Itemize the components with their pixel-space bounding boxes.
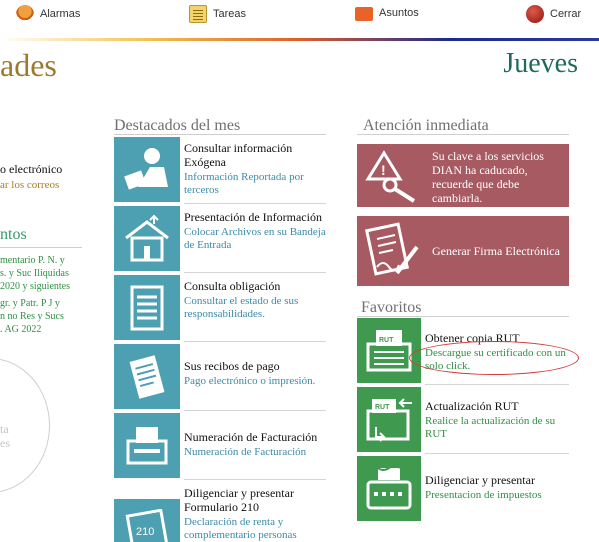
receipt-icon bbox=[114, 344, 180, 409]
alarms-label: Alarmas bbox=[40, 8, 81, 20]
favorite-item-diligenciar[interactable] bbox=[357, 456, 569, 521]
warning-key-icon bbox=[357, 144, 429, 207]
featured-item-title: Consultar información Exógena bbox=[184, 141, 293, 169]
email-link[interactable]: ar los correos bbox=[0, 179, 60, 191]
featured-item-title: Numeración de Facturación bbox=[184, 430, 318, 444]
featured-item-title: Sus recibos de pago bbox=[184, 359, 280, 373]
bell-icon bbox=[16, 5, 34, 23]
featured-item-subtitle[interactable]: Numeración de Facturación bbox=[184, 446, 307, 458]
favorite-item-subtitle[interactable]: Presentacion de impuestos bbox=[425, 489, 542, 501]
left-link-2-line: n no Res y Sucs bbox=[0, 311, 64, 322]
favorite-item-title: Actualización RUT bbox=[425, 399, 519, 413]
left-link-1-line: 2020 y siguientes bbox=[0, 281, 70, 292]
password-expired-alert[interactable] bbox=[357, 144, 569, 207]
alert-text: Generar Firma Electrónica bbox=[432, 244, 560, 258]
top-toolbar bbox=[0, 0, 599, 30]
day-label: Jueves bbox=[503, 48, 578, 79]
tasks-label: Tareas bbox=[213, 8, 247, 20]
item-separator bbox=[425, 453, 569, 454]
rut-printer-icon bbox=[357, 318, 421, 383]
svg-text:RUT: RUT bbox=[375, 403, 390, 411]
featured-item-obligacion[interactable] bbox=[114, 275, 326, 340]
notepad-icon bbox=[189, 5, 207, 23]
left-link-2[interactable] bbox=[0, 297, 64, 336]
circle-text-line: es bbox=[0, 436, 10, 450]
form-210-icon bbox=[114, 499, 180, 542]
featured-item-title: Consulta obligación bbox=[184, 279, 281, 293]
page-title-fragment: ades bbox=[0, 47, 57, 83]
featured-item-subtitle[interactable]: Colocar Archivos en su Bandeja de Entrada bbox=[184, 226, 326, 251]
featured-item-presentacion[interactable] bbox=[114, 206, 326, 271]
item-separator bbox=[184, 410, 326, 411]
subjects-button[interactable] bbox=[355, 5, 419, 21]
left-link-2-line: . AG 2022 bbox=[0, 324, 42, 335]
featured-item-exogena[interactable] bbox=[114, 137, 326, 202]
featured-item-subtitle[interactable]: Pago electrónico o impresión. bbox=[184, 375, 316, 387]
header-divider bbox=[0, 38, 599, 41]
highlight-ellipse bbox=[409, 341, 579, 375]
featured-item-facturacion[interactable] bbox=[114, 413, 326, 478]
item-separator bbox=[184, 479, 326, 480]
item-separator bbox=[184, 272, 326, 273]
left-link-1[interactable] bbox=[0, 254, 70, 293]
email-title: o electrónico bbox=[0, 162, 63, 176]
circle-text-line: ta bbox=[0, 422, 9, 436]
attention-rule bbox=[357, 134, 569, 135]
folder-icon bbox=[355, 7, 373, 21]
featured-item-title: Diligenciar y presentar Formulario 210 bbox=[184, 486, 294, 514]
item-separator bbox=[184, 341, 326, 342]
favorites-title: Favoritos bbox=[361, 299, 422, 316]
favorite-item-actualizacion-rut[interactable] bbox=[357, 387, 569, 452]
favorite-item-title: Diligenciar y presentar bbox=[425, 473, 535, 487]
invoice-machine-icon bbox=[114, 413, 180, 478]
circle-widget-text bbox=[0, 422, 10, 450]
favorite-item-subtitle[interactable]: Realice la actualización de su RUT bbox=[425, 415, 556, 440]
svg-text:RUT: RUT bbox=[379, 336, 394, 344]
featured-item-recibos[interactable] bbox=[114, 344, 326, 409]
favorite-item-title: Obtener copia RUT bbox=[425, 331, 520, 345]
close-session-button[interactable] bbox=[526, 5, 581, 23]
featured-item-subtitle[interactable]: Consultar el estado de sus responsabilidades. bbox=[184, 295, 299, 320]
featured-item-subtitle[interactable]: Información Reportada por terceros bbox=[184, 171, 304, 196]
featured-rule bbox=[114, 134, 326, 135]
rut-update-icon bbox=[357, 387, 421, 452]
favorites-rule bbox=[357, 316, 569, 317]
featured-item-title: Presentación de Información bbox=[184, 210, 322, 224]
left-link-1-line: s. y Suc Iliquidas bbox=[0, 268, 69, 279]
tax-machine-icon bbox=[357, 456, 421, 521]
svg-text:210: 210 bbox=[136, 526, 155, 538]
item-separator bbox=[184, 203, 326, 204]
left-section-rule bbox=[0, 247, 82, 248]
item-separator bbox=[425, 384, 569, 385]
close-label: Cerrar bbox=[550, 8, 582, 20]
attention-title: Atención inmediata bbox=[363, 117, 489, 134]
left-section-title: ntos bbox=[0, 226, 27, 243]
alarms-button[interactable] bbox=[16, 5, 80, 23]
tasks-button[interactable] bbox=[189, 5, 246, 23]
power-icon bbox=[526, 5, 544, 23]
person-document-icon bbox=[114, 137, 180, 202]
signature-icon bbox=[357, 216, 429, 286]
featured-item-subtitle[interactable]: Declaración de renta y complementario personas bbox=[184, 516, 297, 541]
house-upload-icon bbox=[114, 206, 180, 271]
favorite-item-subtitle[interactable]: Descargue su certificado con un solo click. bbox=[425, 347, 566, 372]
list-document-icon bbox=[114, 275, 180, 340]
generate-signature-button[interactable] bbox=[357, 216, 569, 286]
featured-title: Destacados del mes bbox=[114, 117, 241, 134]
svg-text:!: ! bbox=[381, 161, 386, 178]
subjects-label: Asuntos bbox=[379, 7, 419, 19]
left-link-2-line: gr. y Patr. P J y bbox=[0, 298, 60, 309]
alert-text: Su clave a los servicios DIAN ha caducado, recuerde que debe cambiarla. bbox=[432, 149, 544, 205]
left-link-1-line: mentario P. N. y bbox=[0, 255, 65, 266]
featured-item-formulario-210[interactable] bbox=[114, 482, 326, 542]
